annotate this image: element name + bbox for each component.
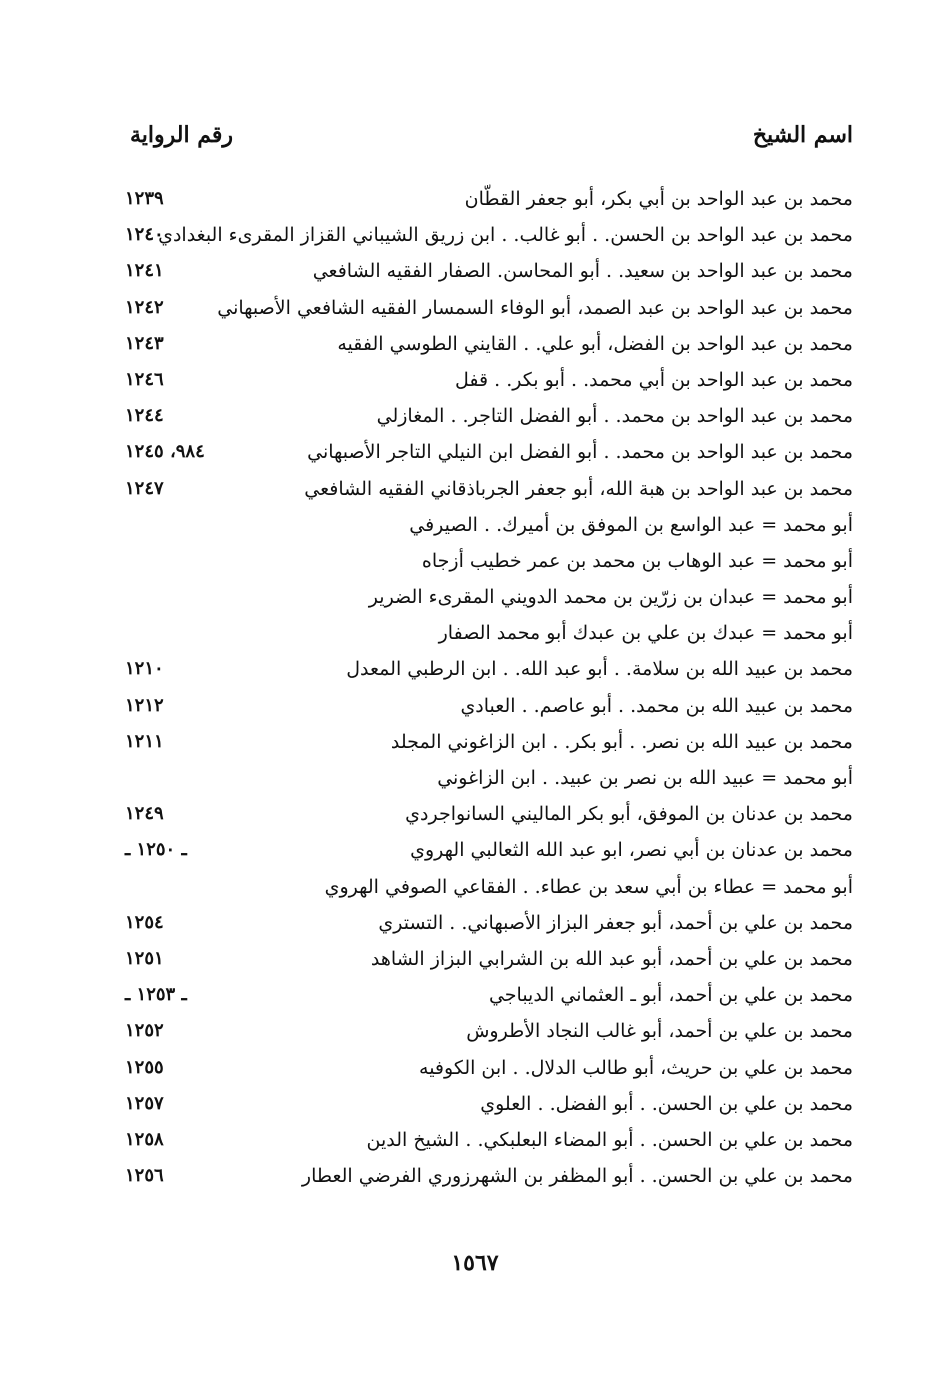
- list-item: [125, 1013, 853, 1049]
- shaykh-name: محمد بن عبد الواحد بن أبي محمد. . أبو بكر. . قفل: [455, 368, 853, 391]
- list-item: [125, 434, 853, 470]
- list-item: [125, 326, 853, 362]
- narration-number: ١٢١١: [125, 730, 164, 752]
- list-item: [125, 941, 853, 977]
- shaykh-name: محمد بن علي بن أحمد، أبو غالب النجاد الأطروش: [466, 1020, 853, 1043]
- shaykh-name: محمد بن علي بن حريث، أبو طالب الدلال. . ابن الكوفيه: [419, 1056, 853, 1079]
- shaykh-name: محمد بن عبد الواحد بن محمد. . أبو الفضل التاجر. . المغازلي: [376, 405, 853, 428]
- narration-number: ١٢١٢: [125, 694, 164, 716]
- shaykh-name: محمد بن عبد الواحد بن محمد. . أبو الفضل ابن النيلي التاجر الأصبهاني: [307, 441, 853, 464]
- list-item: [125, 471, 853, 507]
- narration-number: ١٢٤٦: [125, 368, 164, 390]
- shaykh-name: محمد بن عبد الواحد بن الحسن. . أبو غالب. . ابن زريق الشيباني القزاز المقرىء البغدادي: [158, 224, 853, 247]
- list-item: [125, 1122, 853, 1158]
- narration-number: ١٢٤١: [125, 260, 164, 282]
- narration-number: ـ ١٢٥٠ ـ: [125, 839, 187, 861]
- narration-number: ٩٨٤، ١٢٤٥: [125, 441, 205, 463]
- shaykh-name: محمد بن عبد الواحد بن الفضل، أبو علي. . القايني الطوسي الفقيه: [337, 332, 853, 355]
- narration-number-column-header: رقم الرواية: [130, 122, 234, 148]
- shaykh-name: أبو محمد = عبد الوهاب بن محمد بن عمر خطيب أزجاه: [421, 549, 853, 572]
- narration-number: ١٢٣٩: [125, 188, 164, 209]
- shaykh-name: أبو محمد = عطاء بن أبي سعد بن عطاء. . الفقاعي الصوفي الهروي: [324, 875, 853, 898]
- list-item: [125, 724, 853, 760]
- narration-number: ١٢١٠: [125, 658, 164, 680]
- shaykh-list: [125, 181, 853, 1194]
- narration-number: ١٢٥٦: [125, 1165, 164, 1187]
- shaykh-name: محمد بن عبيد الله بن سلامة. . أبو عبد الله. . ابن الرطبي المعدل: [346, 658, 853, 681]
- narration-number: ١٢٤٣: [125, 332, 164, 354]
- list-item: [125, 362, 853, 398]
- narration-number: ١٢٤٧: [125, 477, 164, 499]
- narration-number: ١٢٥٢: [125, 1020, 164, 1042]
- shaykh-name-column-header: اسم الشيخ: [752, 122, 853, 148]
- list-item: [125, 905, 853, 941]
- list-item: [125, 181, 853, 217]
- list-item: [125, 290, 853, 326]
- shaykh-name: محمد بن عبد الواحد بن أبي بكر، أبو جعفر القطّان: [464, 188, 853, 210]
- list-item: [125, 688, 853, 724]
- list-item: [125, 869, 853, 905]
- narration-number: ١٢٤٢: [125, 296, 164, 318]
- shaykh-name: محمد بن عدنان بن أبي نصر، ابو عبد الله الثعالبي الهروي: [410, 839, 853, 862]
- narration-number: ١٢٥٨: [125, 1128, 164, 1150]
- narration-number: ١٢٥١: [125, 947, 164, 969]
- shaykh-name: محمد بن علي بن أحمد، أبو ـ العثماني الديباجي: [488, 984, 853, 1007]
- list-item: [125, 615, 853, 651]
- narration-number: ١٢٤٤: [125, 405, 164, 427]
- shaykh-name: أبو محمد = عبيد الله بن نصر بن عبيد. . ابن الزاغوني: [437, 767, 853, 789]
- shaykh-name: أبو محمد = عبدك بن علي بن عبدك أبو محمد الصفار: [438, 622, 853, 645]
- list-item: [125, 760, 853, 796]
- shaykh-name: محمد بن علي بن أحمد، أبو عبد الله بن الشرابي البزاز الشاهد: [370, 947, 853, 970]
- narration-number: ١٢٥٧: [125, 1092, 164, 1114]
- shaykh-name: محمد بن عدنان بن الموفق، أبو بكر الماليني السانواجردي: [405, 803, 853, 826]
- narration-number: ١٢٥٤: [125, 911, 164, 933]
- list-item: [125, 832, 853, 868]
- list-item: [125, 1086, 853, 1122]
- list-item: [125, 253, 853, 289]
- list-item: [125, 977, 853, 1013]
- shaykh-name: محمد بن عبيد الله بن نصر. . أبو بكر. . ابن الزاغوني المجلد: [390, 730, 853, 753]
- shaykh-name: محمد بن علي بن أحمد، أبو جعفر البزاز الأصبهاني. . التستري: [378, 911, 853, 934]
- narration-number: ١٢٤٩: [125, 803, 164, 825]
- shaykh-name: محمد بن علي بن الحسن. . أبو المضاء البعلبكي. . الشيخ الدين: [366, 1128, 853, 1151]
- list-item: [125, 796, 853, 832]
- shaykh-name: محمد بن علي بن الحسن. . أبو المظفر بن الشهرزوري الفرضي العطار: [301, 1165, 853, 1188]
- shaykh-name: محمد بن عبيد الله بن محمد. . أبو عاصم. . العبادي: [460, 694, 853, 717]
- list-item: [125, 398, 853, 434]
- table-header: [130, 122, 853, 162]
- shaykh-name: محمد بن عبد الواحد بن سعيد. . أبو المحاسن. الصفار الفقيه الشافعي: [312, 260, 853, 283]
- shaykh-name: محمد بن علي بن الحسن. . أبو الفضل. . العلوي: [480, 1092, 853, 1115]
- shaykh-name: محمد بن عبد الواحد بن هبة الله، أبو جعفر الجرباذقاني الفقيه الشافعي: [304, 477, 853, 500]
- shaykh-name: محمد بن عبد الواحد بن عبد الصمد، أبو الوفاء السمسار الفقيه الشافعي الأصبهاني: [217, 296, 853, 319]
- list-item: [125, 651, 853, 687]
- narration-number: ١٢٤٠: [125, 224, 164, 246]
- list-item: [125, 507, 853, 543]
- list-item: [125, 1158, 853, 1194]
- page-number: ١٥٦٧: [451, 1250, 499, 1276]
- shaykh-name: أبو محمد = عبد الواسع بن الموفق بن أميرك. . الصيرفي: [409, 513, 853, 536]
- narration-number: ـ ١٢٥٣ ـ: [125, 984, 187, 1006]
- narration-number: ١٢٥٥: [125, 1056, 164, 1078]
- list-item: [125, 543, 853, 579]
- list-item: [125, 217, 853, 253]
- shaykh-name: أبو محمد = عبدان بن زرّين بن محمد الدويني المقرىء الضرير: [368, 586, 853, 609]
- list-item: [125, 1050, 853, 1086]
- list-item: [125, 579, 853, 615]
